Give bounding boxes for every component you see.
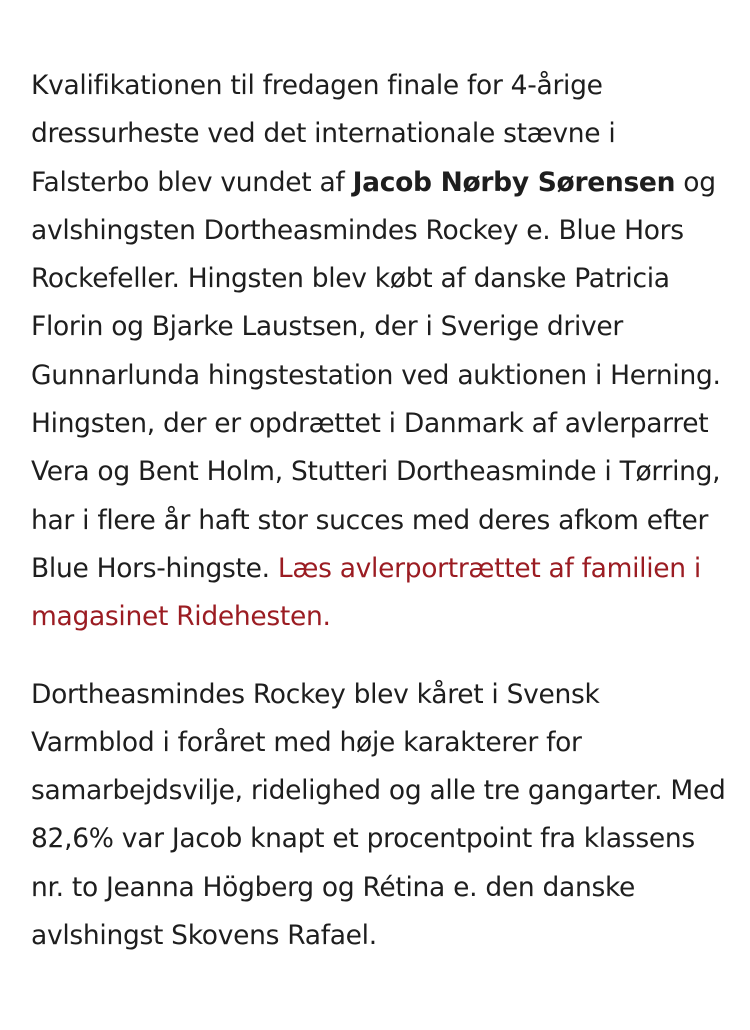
paragraph-text: Dortheasmindes Rockey blev kåret i Svensk Varmblod i foråret med høje karakterer for samarbejdsvilje, ridelighed og alle tre gangarter. Med 82,6% var Jacob knapt et procentpoint fra klassens nr. to Jeanna Högberg og Rétina e. den danske avlshingst Skovens Rafael. [31, 678, 726, 952]
paragraph-text: og avlshingsten Dortheasmindes Rockey e. Blue Hors Rockefeller. Hingsten blev købt af danske Patricia Florin og Bjarke Laustsen, der i Sverige driver Gunnarlunda hingstestation ved auktionen i Herning. Hingsten, der er opdrættet i Danmark af avlerparret Vera og Bent Holm, Stutteri Dortheasminde i Tørring, har i flere år haft stor succes med deres afkom efter Blue Hors-hingste. [31, 166, 721, 584]
article-paragraph [31, 671, 726, 961]
paragraph-text: Kvalifikationen til fredagen finale for 4-årige dressurheste ved det internationale stævne i Falsterbo blev vundet af [31, 70, 616, 198]
breeder-portrait-link[interactable]: Læs avlerportrættet af familien i magasinet Ridehesten. [31, 552, 701, 633]
article-paragraph [31, 62, 726, 642]
rider-name: Jacob Nørby Sørensen [352, 166, 676, 198]
